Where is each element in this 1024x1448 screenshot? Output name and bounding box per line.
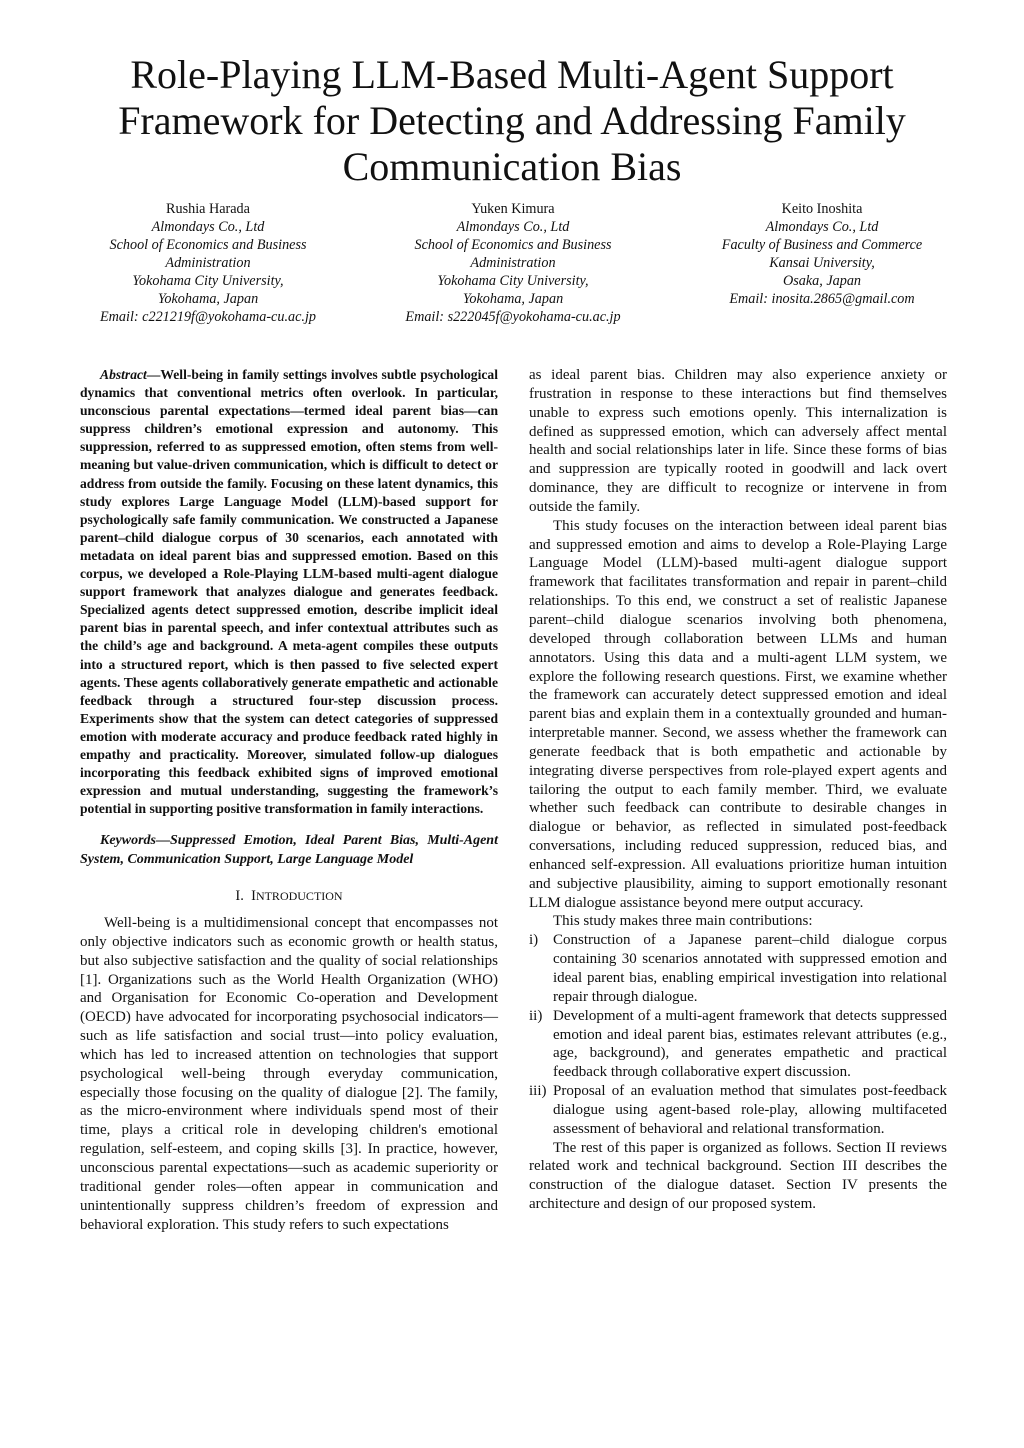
intro-paragraph-last: The rest of this paper is organized as follows. Section II reviews related work and technical background. Section III describes the construction of the dialogue dataset. Section IV presents the architecture and design of our proposed system. [529, 1139, 947, 1213]
author-name: Keito Inoshita [781, 201, 863, 217]
intro-paragraph-1-continued: as ideal parent bias. Children may also experience anxiety or frustration in response to these interactions but find themselves unable to express such emotions openly. This internalization is defined as suppressed emotion, which can adversely affect mental health and social relationships later in life. Since these forms of bias and suppression are typically rooted in goodwill and lack overt dominance, they are difficult to recognize or intervene in from outside the family. [529, 367, 947, 515]
list-item [529, 931, 947, 1006]
list-marker: ii) [529, 1007, 543, 1024]
section-numeral: I. [235, 888, 244, 905]
author-affiliation-line: Yokohama City University, [437, 273, 589, 289]
author-affiliation-line: Almondays Co., Ltd [151, 219, 265, 235]
section-heading-introduction [80, 887, 498, 906]
list-marker: iii) [529, 1083, 547, 1100]
intro-paragraph-2: This study focuses on the interaction between ideal parent bias and suppressed emotion and aims to develop a Role-Playing Large Language Model (LLM)-based multi-agent dialogue support framework that facilitates transformation and repair in parent–child relationships. To this end, we construct a set of realistic Japanese parent–child dialogue scenarios involving both phenomena, developed through collaboration between LLMs and human annotators. Using this data and a multi-agent LLM system, we explore the following research questions. First, we examine whether the framework can accurately detect suppressed emotion and ideal parent bias and explain them in a contextually grounded and human-interpretable manner. Second, we assess whether the framework can generate feedback that is both empathetic and actionable by integrating diverse perspectives from role-played expert agents and tailoring the output to each family member. Third, we evaluate whether such feedback can contribute to desirable changes in dialogue or behavior, as reflected in simulated post-feedback conversations, including reduced suppression, reduced bias, and enhanced self-expression. All evaluations prioritize human intuition and subjective plausibility, aiming to support emotionally resonant LLM dialogue assistance beyond mere output accuracy. [529, 517, 947, 911]
keywords-text: Suppressed Emotion, Ideal Parent Bias, Multi-Agent System, Communication Support, Large Language Model [80, 833, 498, 867]
abstract [80, 366, 498, 818]
author-email: Email: inosita.2865@gmail.com [729, 291, 915, 307]
author-3 [662, 200, 982, 308]
list-marker: i) [529, 932, 539, 949]
list-item-text: Development of a multi-agent framework that detects suppressed emotion and ideal parent bias, estimates relevant attributes (e.g., age, background), and generates empathetic and practical feedback through collaborative expert discussion. [553, 1007, 947, 1081]
author-affiliation-line: Yokohama, Japan [157, 291, 259, 307]
keywords [80, 832, 498, 869]
author-affiliation-line: Administration [165, 255, 251, 271]
author-affiliation-line: Faculty of Business and Commerce [721, 237, 923, 253]
contributions-list [529, 931, 947, 1138]
author-email: Email: s222045f@yokohama-cu.ac.jp [405, 309, 621, 325]
author-affiliation-line: Almondays Co., Ltd [765, 219, 879, 235]
author-affiliation-line: Yokohama City University, [132, 273, 284, 289]
contributions-intro: This study makes three main contributions: [553, 913, 813, 930]
keywords-label: Keywords— [100, 833, 170, 849]
abstract-label: Abstract— [100, 367, 161, 382]
author-affiliation-line: School of Economics and Business [109, 237, 307, 253]
author-affiliation-line: School of Economics and Business [414, 237, 612, 253]
list-item [529, 1082, 947, 1139]
author-affiliation-line: Almondays Co., Ltd [456, 219, 570, 235]
list-item [529, 1007, 947, 1082]
section-title-initial: I [251, 888, 256, 905]
section-title-rest: NTRODUCTION [255, 889, 343, 904]
intro-paragraph-1: Well-being is a multidimensional concept that encompasses not only objective indicators such as economic growth or health status, but also subjective satisfaction and the quality of social relationships [1]. Organizations such as the World Health Organization (WHO) and Organisation for Economic Co-operation and Development (OECD) have advocated for incorporating psychosocial indicators—such as life satisfaction and social trust—into policy evaluation, which has led to increased attention on technologies that support psychological well-being through everyday communication, especially those focusing on the quality of dialogue [2]. The family, as the micro-environment where individuals spend most of their time, plays a critical role in developing children's emotional regulation, self-esteem, and coping skills [3]. In practice, however, unconscious parental expectations—such as academic superiority or traditional gender roles—often appear in communication and unintentionally suppress children’s freedom of expression and behavioral exploration. This study refers to such expectations [80, 915, 498, 1233]
list-item-text: Proposal of an evaluation method that simulates post-feedback dialogue using agent-based role-play, allowing multifaceted assessment of behavioral and relational transformation. [553, 1083, 947, 1137]
author-email: Email: c221219f@yokohama-cu.ac.jp [100, 309, 316, 325]
author-name: Yuken Kimura [471, 201, 555, 217]
author-affiliation-line: Kansai University, [769, 255, 875, 271]
author-affiliation-line: Yokohama, Japan [462, 291, 564, 307]
author-2 [353, 200, 673, 326]
author-1 [48, 200, 368, 326]
author-name: Rushia Harada [166, 201, 250, 217]
author-affiliation-line: Osaka, Japan [782, 273, 862, 289]
author-affiliation-line: Administration [470, 255, 556, 271]
abstract-text: Well-being in family settings involves subtle psychological dynamics that conventional metrics often overlook. In particular, unconscious parental expectations—termed ideal parent bias—can suppress children’s emotional expression and autonomy. This suppression, referred to as suppressed emotion, often stems from well-meaning but value-driven communication, which is difficult to detect or address from outside the family. Focusing on these latent dynamics, this study explores Large Language Model (LLM)-based support for psychologically safe family communication. We constructed a Japanese parent–child dialogue corpus of 30 scenarios, each annotated with metadata on ideal parent bias and suppressed emotion. Based on this corpus, we developed a Role-Playing LLM-based multi-agent dialogue support framework that analyzes dialogue and generates feedback. Specialized agents detect suppressed emotion, describe implicit ideal parent bias in parental speech, and infer contextual attributes such as the child’s age and background. A meta-agent compiles these outputs into a structured report, which is then passed to five selected expert agents. These agents collaboratively generate empathetic and actionable feedback through a structured four-step discussion process. Experiments show that the system can detect categories of suppressed emotion with moderate accuracy and produce feedback rated highly in empathy and practicality. Moreover, simulated follow-up dialogues incorporating this feedback exhibited signs of improved emotional expression and mutual understanding, suggesting the framework’s potential in supporting positive transformation in family interactions. [80, 367, 498, 817]
list-item-text: Construction of a Japanese parent–child dialogue corpus containing 30 scenarios annotated with suppressed emotion and ideal parent bias, enabling empirical investigation into relational repair through dialogue. [553, 932, 947, 1005]
right-column [529, 366, 947, 1214]
left-column [80, 366, 498, 1234]
paper-title: Role-Playing LLM-Based Multi-Agent Support Framework for Detecting and Addressing Family Communication Bias [118, 52, 906, 189]
